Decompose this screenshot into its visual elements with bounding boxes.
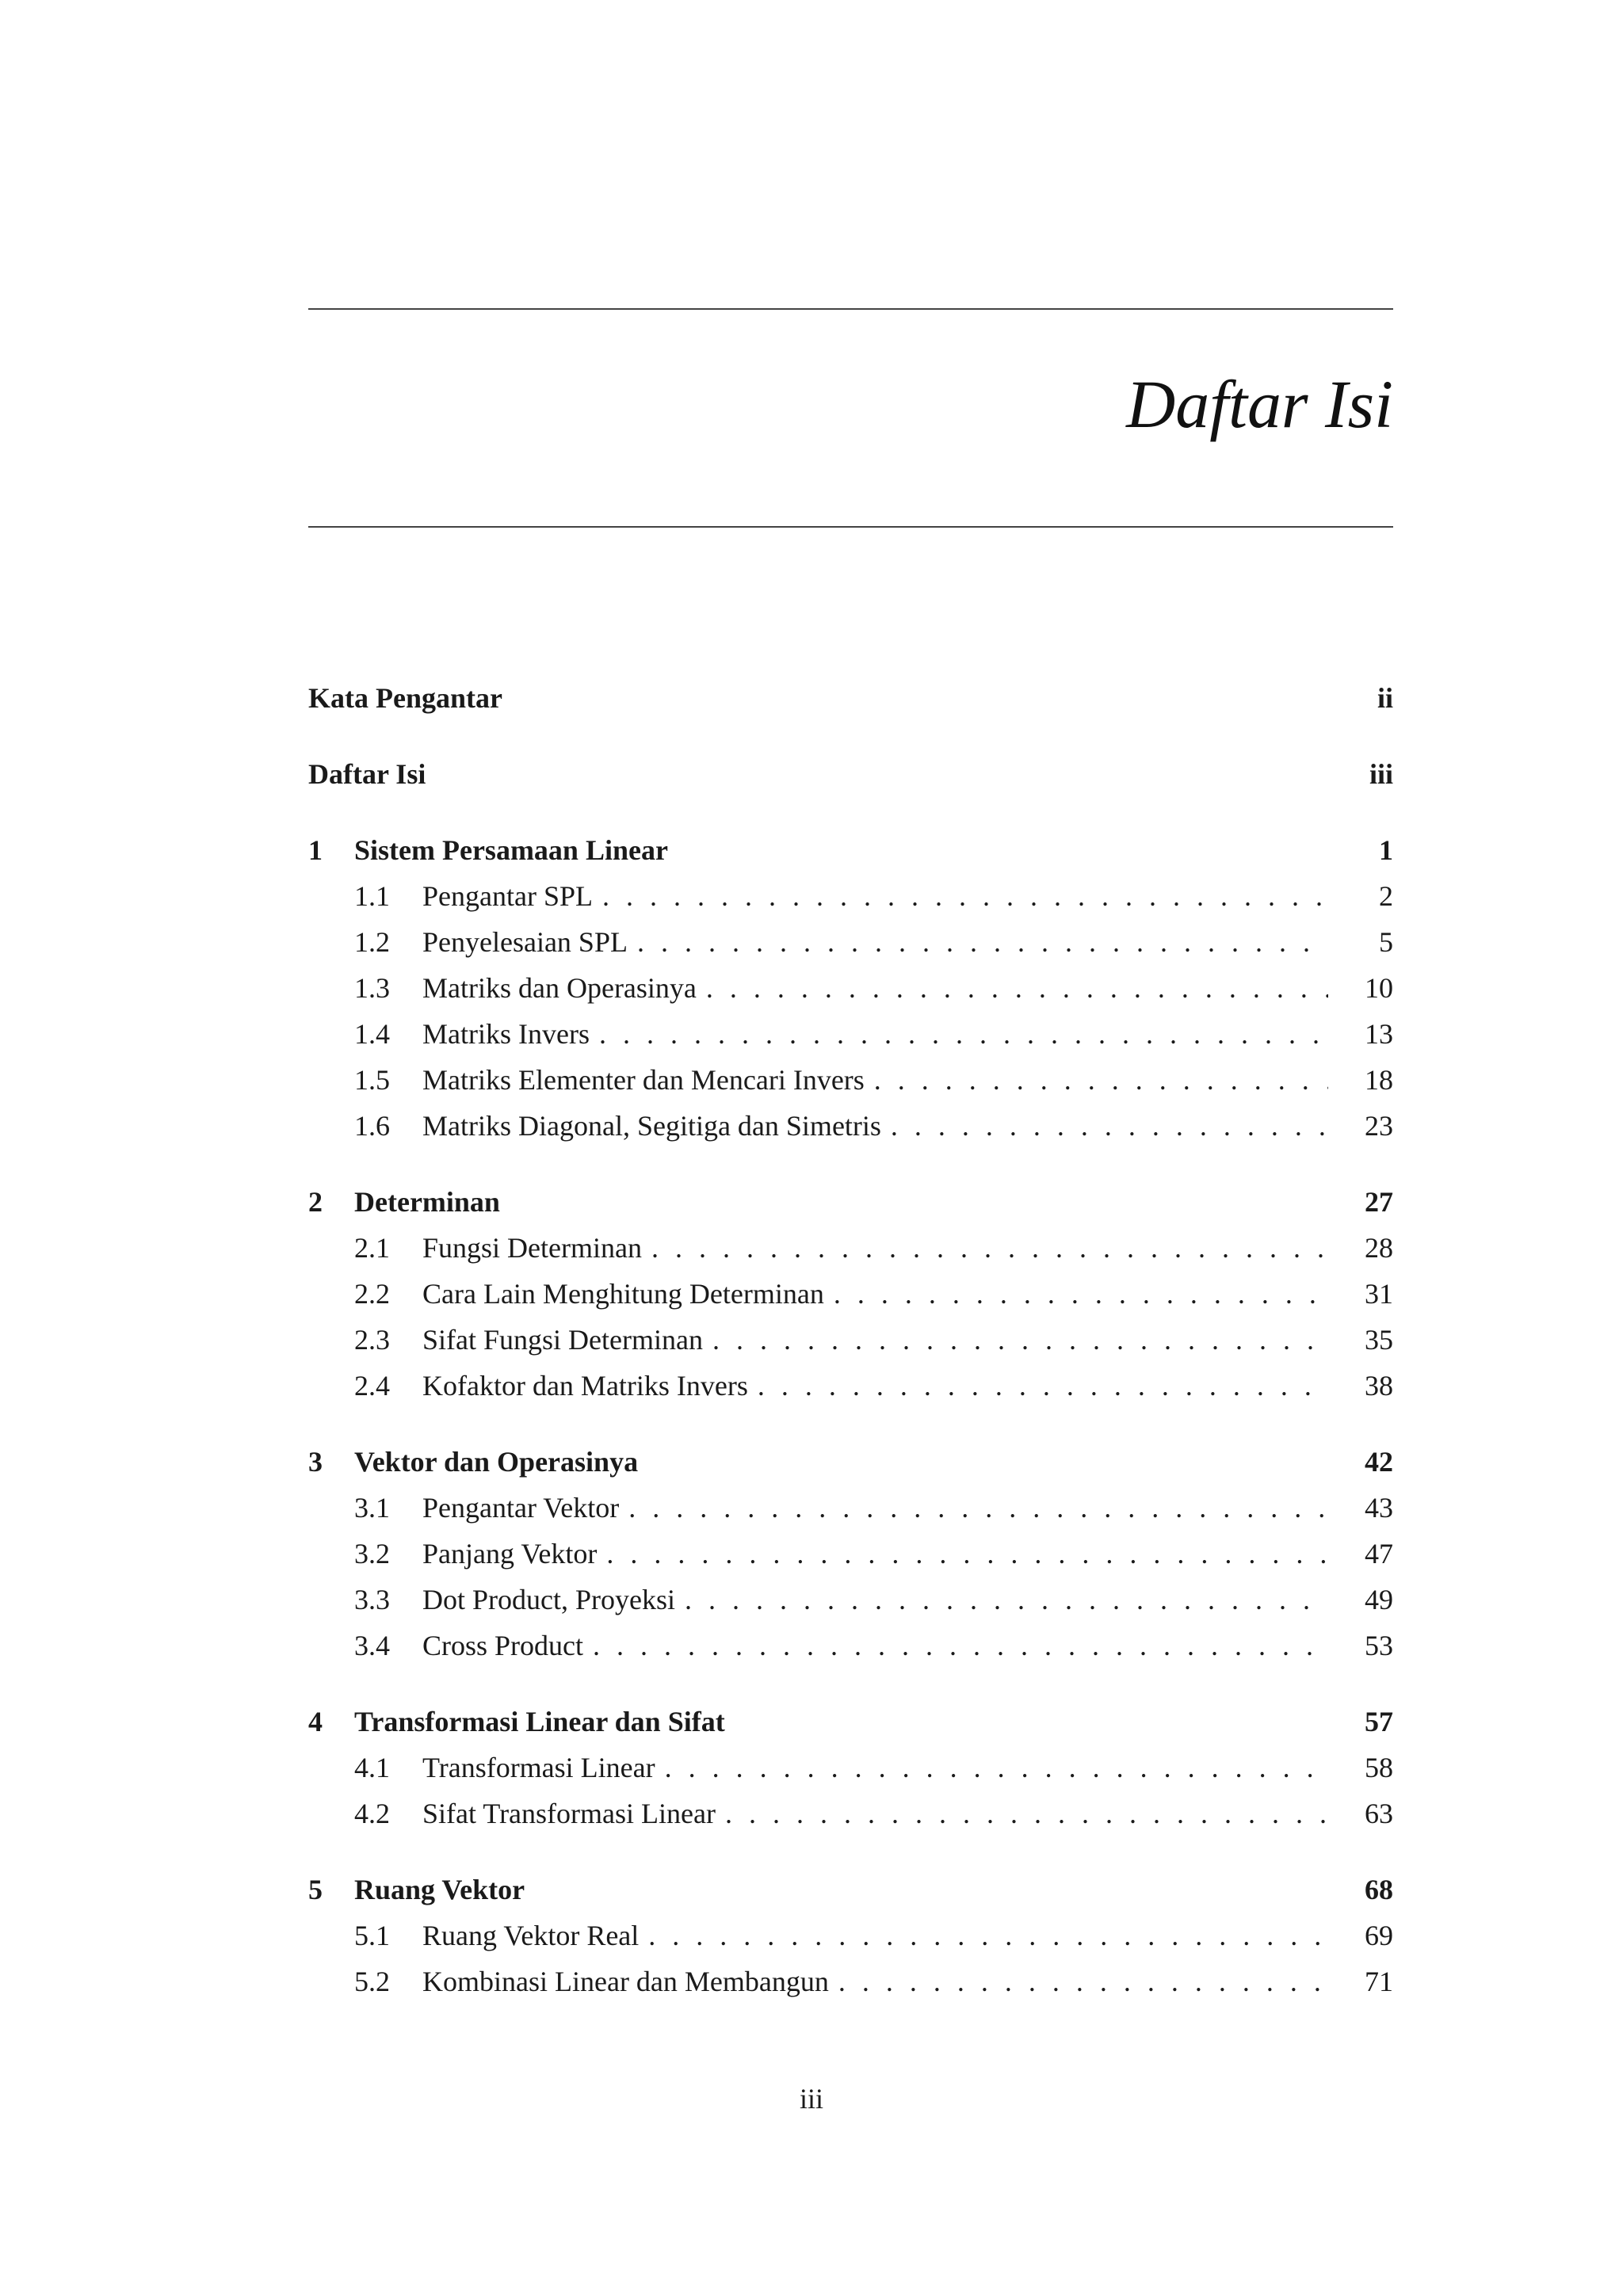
chapter-title: Sistem Persamaan Linear [354, 834, 668, 866]
toc-entry-page: ii [1377, 682, 1393, 714]
chapter-heading[interactable] [308, 1439, 1393, 1485]
section-entry[interactable] [308, 1103, 1393, 1149]
page-number: iii [799, 2083, 823, 2115]
section-entry[interactable] [308, 1271, 1393, 1317]
section-entry[interactable] [308, 1577, 1393, 1623]
section-page: 10 [1365, 972, 1393, 1004]
section-page: 47 [1365, 1538, 1393, 1569]
chapter-block [308, 1867, 1393, 2004]
section-entry[interactable] [308, 873, 1393, 919]
chapter-page: 57 [1365, 1706, 1393, 1737]
section-page: 71 [1365, 1966, 1393, 1997]
chapter-number: 3 [308, 1446, 323, 1478]
chapter-page: 68 [1365, 1874, 1393, 1905]
chapter-block [308, 827, 1393, 1149]
section-entry[interactable] [308, 1791, 1393, 1836]
section-page: 69 [1365, 1920, 1393, 1951]
section-entry[interactable] [308, 1225, 1393, 1271]
toc-entry-preface[interactable] [308, 675, 1393, 721]
dot-leader [758, 1363, 1328, 1409]
section-title: Cross Product [422, 1630, 584, 1661]
section-number: 2.4 [354, 1370, 390, 1402]
toc-entry-page: iii [1369, 758, 1393, 790]
section-title: Matriks Invers [422, 1018, 590, 1050]
section-title: Dot Product, Proyeksi [422, 1584, 675, 1615]
section-title: Sifat Fungsi Determinan [422, 1324, 703, 1356]
chapter-heading[interactable] [308, 1179, 1393, 1225]
toc-entry-label: Daftar Isi [308, 758, 426, 790]
section-page: 28 [1365, 1232, 1393, 1264]
section-title: Kofaktor dan Matriks Invers [422, 1370, 748, 1402]
dot-leader [602, 873, 1328, 919]
dot-leader [725, 1791, 1328, 1836]
section-page: 58 [1365, 1752, 1393, 1783]
section-number: 4.1 [354, 1752, 390, 1783]
dot-leader [685, 1577, 1328, 1623]
chapter-title: Transformasi Linear dan Sifat [354, 1706, 725, 1737]
bottom-rule [308, 526, 1393, 528]
section-entry[interactable] [308, 1485, 1393, 1531]
chapter-page: 42 [1365, 1446, 1393, 1478]
section-title: Kombinasi Linear dan Membangun [422, 1966, 829, 1997]
section-number: 3.1 [354, 1492, 390, 1524]
section-title: Transformasi Linear [422, 1752, 655, 1783]
section-number: 3.3 [354, 1584, 390, 1615]
section-entry[interactable] [308, 1011, 1393, 1057]
section-title: Cara Lain Menghitung Determinan [422, 1278, 824, 1310]
chapter-heading[interactable] [308, 827, 1393, 873]
section-page: 18 [1365, 1064, 1393, 1096]
section-page: 5 [1379, 926, 1393, 958]
toc-entry-contents[interactable] [308, 751, 1393, 797]
section-page: 63 [1365, 1798, 1393, 1829]
chapter-number: 1 [308, 834, 323, 866]
chapter-block [308, 1439, 1393, 1669]
section-number: 5.2 [354, 1966, 390, 1997]
section-page: 2 [1379, 880, 1393, 912]
section-title: Matriks dan Operasinya [422, 972, 697, 1004]
chapter-number: 5 [308, 1874, 323, 1905]
chapter-title: Vektor dan Operasinya [354, 1446, 639, 1478]
section-number: 2.3 [354, 1324, 390, 1356]
dot-leader [665, 1745, 1328, 1791]
section-number: 3.4 [354, 1630, 390, 1661]
table-of-contents [308, 675, 1393, 2035]
section-number: 1.1 [354, 880, 390, 912]
section-title: Ruang Vektor Real [422, 1920, 640, 1951]
section-entry[interactable] [308, 1057, 1393, 1103]
chapter-number: 2 [308, 1186, 323, 1218]
section-number: 2.2 [354, 1278, 390, 1310]
dot-leader [637, 919, 1328, 965]
section-entry[interactable] [308, 1363, 1393, 1409]
dot-leader [712, 1317, 1328, 1363]
section-number: 5.1 [354, 1920, 390, 1951]
chapter-heading[interactable] [308, 1867, 1393, 1913]
dot-leader [838, 1958, 1328, 2004]
section-title: Panjang Vektor [422, 1538, 598, 1569]
section-entry[interactable] [308, 1317, 1393, 1363]
section-entry[interactable] [308, 1913, 1393, 1958]
dot-leader [628, 1485, 1328, 1531]
chapter-block [308, 1179, 1393, 1409]
chapter-page: 1 [1379, 834, 1393, 866]
toc-entry-label: Kata Pengantar [308, 682, 502, 714]
dot-leader [891, 1103, 1328, 1149]
dot-leader [651, 1225, 1328, 1271]
section-title: Penyelesaian SPL [422, 926, 628, 958]
section-entry[interactable] [308, 1745, 1393, 1791]
dot-leader [593, 1623, 1328, 1669]
section-number: 1.5 [354, 1064, 390, 1096]
section-entry[interactable] [308, 1623, 1393, 1669]
dot-leader [648, 1913, 1328, 1958]
section-title: Matriks Elementer dan Mencari Invers [422, 1064, 865, 1096]
section-page: 13 [1365, 1018, 1393, 1050]
dot-leader [599, 1011, 1328, 1057]
section-title: Sifat Transformasi Linear [422, 1798, 716, 1829]
page-title: Daftar Isi [1126, 366, 1393, 442]
section-title: Pengantar SPL [422, 880, 593, 912]
section-number: 4.2 [354, 1798, 390, 1829]
dot-leader [874, 1057, 1328, 1103]
dot-leader [834, 1271, 1328, 1317]
chapter-list [308, 827, 1393, 2004]
section-page: 38 [1365, 1370, 1393, 1402]
section-number: 1.2 [354, 926, 390, 958]
chapter-title: Ruang Vektor [354, 1874, 525, 1905]
section-page: 31 [1365, 1278, 1393, 1310]
section-page: 23 [1365, 1110, 1393, 1142]
chapter-title: Determinan [354, 1186, 500, 1218]
section-title: Pengantar Vektor [422, 1492, 620, 1524]
chapter-block [308, 1699, 1393, 1836]
section-entry[interactable] [308, 919, 1393, 965]
section-title: Matriks Diagonal, Segitiga dan Simetris [422, 1110, 881, 1142]
section-number: 1.3 [354, 972, 390, 1004]
section-page: 53 [1365, 1630, 1393, 1661]
section-entry[interactable] [308, 1958, 1393, 2004]
section-page: 43 [1365, 1492, 1393, 1524]
section-number: 3.2 [354, 1538, 390, 1569]
dot-leader [706, 965, 1328, 1011]
section-page: 49 [1365, 1584, 1393, 1615]
section-number: 1.6 [354, 1110, 390, 1142]
section-entry[interactable] [308, 965, 1393, 1011]
section-page: 35 [1365, 1324, 1393, 1356]
section-number: 1.4 [354, 1018, 390, 1050]
section-entry[interactable] [308, 1531, 1393, 1577]
section-title: Fungsi Determinan [422, 1232, 642, 1264]
section-number: 2.1 [354, 1232, 390, 1264]
dot-leader [606, 1531, 1328, 1577]
chapter-number: 4 [308, 1706, 323, 1737]
top-rule [308, 308, 1393, 310]
chapter-heading[interactable] [308, 1699, 1393, 1745]
chapter-page: 27 [1365, 1186, 1393, 1218]
